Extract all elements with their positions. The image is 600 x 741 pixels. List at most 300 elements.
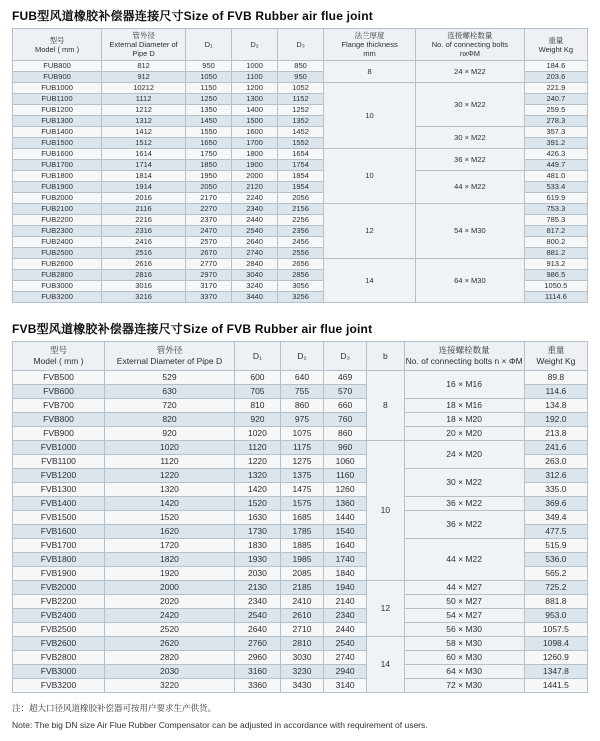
- model-cell: FVB2400: [13, 609, 105, 623]
- connecting-bolts-cell: 44 × M27: [404, 581, 524, 595]
- weight-cell: 725.2: [524, 581, 587, 595]
- flange-thickness-cell: 12: [324, 204, 416, 259]
- model-cell: FUB2600: [13, 259, 102, 270]
- d3-cell: 1654: [278, 149, 324, 160]
- d3-cell: 2356: [278, 226, 324, 237]
- ext-diameter-cell: 812: [102, 61, 186, 72]
- d2-cell: 1575: [280, 497, 323, 511]
- connecting-bolts-cell: 24 × M22: [416, 61, 525, 83]
- weight-cell: 536.0: [524, 553, 587, 567]
- model-cell: FVB600: [13, 385, 105, 399]
- d1-cell: 2540: [234, 609, 280, 623]
- d3-cell: 1440: [324, 511, 367, 525]
- header-row: [13, 29, 588, 61]
- d1-cell: 1220: [234, 455, 280, 469]
- weight-cell: 619.9: [524, 193, 587, 204]
- table-row: [13, 259, 588, 270]
- fub-spec-table: [12, 28, 588, 303]
- ext-diameter-cell: 3216: [102, 292, 186, 303]
- d2-cell: 1075: [280, 427, 323, 441]
- connecting-bolts-cell: 36 × M22: [404, 511, 524, 539]
- ext-diameter-cell: 1720: [105, 539, 235, 553]
- column-header-line: D₁: [252, 350, 262, 361]
- ext-diameter-cell: 2620: [105, 637, 235, 651]
- d2-cell: 1600: [232, 127, 278, 138]
- ext-diameter-cell: 1920: [105, 567, 235, 581]
- d3-cell: 1360: [324, 497, 367, 511]
- weight-cell: 221.9: [524, 83, 587, 94]
- weight-cell: 1098.4: [524, 637, 587, 651]
- column-header: [13, 29, 102, 61]
- d1-cell: 1020: [234, 427, 280, 441]
- model-cell: FUB1600: [13, 149, 102, 160]
- model-cell: FVB2000: [13, 581, 105, 595]
- table-row: [13, 171, 588, 182]
- d3-cell: 2456: [278, 237, 324, 248]
- ext-diameter-cell: 1620: [105, 525, 235, 539]
- flange-thickness-cell: 8: [324, 61, 416, 83]
- d2-cell: 3040: [232, 270, 278, 281]
- column-header-line: 连接螺栓数量: [447, 31, 493, 40]
- table-row: [13, 83, 588, 94]
- model-cell: FUB1200: [13, 105, 102, 116]
- d1-cell: 920: [234, 413, 280, 427]
- d1-cell: 2170: [186, 193, 232, 204]
- d1-cell: 1320: [234, 469, 280, 483]
- table-row: [13, 469, 588, 483]
- d1-cell: 2130: [234, 581, 280, 595]
- weight-cell: 263.0: [524, 455, 587, 469]
- d1-cell: 2960: [234, 651, 280, 665]
- ext-diameter-cell: 1614: [102, 149, 186, 160]
- d2-cell: 1475: [280, 483, 323, 497]
- weight-cell: 1050.5: [524, 281, 587, 292]
- connecting-bolts-cell: 30 × M22: [404, 469, 524, 497]
- model-cell: FVB1400: [13, 497, 105, 511]
- column-header: [278, 29, 324, 61]
- column-header-line: Pipe D: [132, 49, 155, 58]
- d1-cell: 1850: [186, 160, 232, 171]
- d1-cell: 2470: [186, 226, 232, 237]
- column-header-line: 连接螺栓数量: [438, 345, 490, 355]
- d2-cell: 640: [280, 371, 323, 385]
- ext-diameter-cell: 10212: [102, 83, 186, 94]
- weight-cell: 89.8: [524, 371, 587, 385]
- d3-cell: 2156: [278, 204, 324, 215]
- d3-cell: 2256: [278, 215, 324, 226]
- b-thickness-cell: 8: [367, 371, 404, 441]
- d2-cell: 1900: [232, 160, 278, 171]
- d1-cell: 1750: [186, 149, 232, 160]
- table-row: [13, 581, 588, 595]
- d1-cell: 1630: [234, 511, 280, 525]
- d1-cell: 1050: [186, 72, 232, 83]
- d1-cell: 2970: [186, 270, 232, 281]
- ext-diameter-cell: 720: [105, 399, 235, 413]
- model-cell: FUB1500: [13, 138, 102, 149]
- d2-cell: 1400: [232, 105, 278, 116]
- connecting-bolts-cell: 30 × M22: [416, 127, 525, 149]
- model-cell: FUB2300: [13, 226, 102, 237]
- d1-cell: 2340: [234, 595, 280, 609]
- d3-cell: 1754: [278, 160, 324, 171]
- ext-diameter-cell: 920: [105, 427, 235, 441]
- d2-cell: 2840: [232, 259, 278, 270]
- d1-cell: 1420: [234, 483, 280, 497]
- model-cell: FUB1100: [13, 94, 102, 105]
- connecting-bolts-cell: 18 × M16: [404, 399, 524, 413]
- weight-cell: 213.8: [524, 427, 587, 441]
- d2-cell: 1300: [232, 94, 278, 105]
- d3-cell: 1840: [324, 567, 367, 581]
- flange-thickness-cell: 10: [324, 149, 416, 204]
- weight-cell: 913.2: [524, 259, 587, 270]
- column-header-line: Flange thickness: [341, 40, 398, 49]
- table-row: [13, 497, 588, 511]
- b-thickness-cell: 14: [367, 637, 404, 693]
- column-header-line: D₂: [297, 350, 307, 361]
- table-row: [13, 539, 588, 553]
- column-header: [524, 29, 587, 61]
- column-header: [232, 29, 278, 61]
- column-header-line: External Diameter of Pipe D: [116, 356, 223, 366]
- fub-table-title: FUB型风道橡胶补偿器连接尺寸Size of FVB Rubber air flue joint: [12, 9, 373, 23]
- column-header-line: D₃: [296, 40, 305, 49]
- ext-diameter-cell: 1220: [105, 469, 235, 483]
- d3-cell: 1352: [278, 116, 324, 127]
- column-header-line: D₂: [250, 40, 259, 49]
- b-thickness-cell: 10: [367, 441, 404, 581]
- d2-cell: 2185: [280, 581, 323, 595]
- ext-diameter-cell: 1120: [105, 455, 235, 469]
- weight-cell: 278.3: [524, 116, 587, 127]
- d1-cell: 1550: [186, 127, 232, 138]
- ext-diameter-cell: 1112: [102, 94, 186, 105]
- model-cell: FUB3200: [13, 292, 102, 303]
- d1-cell: 1830: [234, 539, 280, 553]
- d1-cell: 2760: [234, 637, 280, 651]
- d2-cell: 2240: [232, 193, 278, 204]
- connecting-bolts-cell: 54 × M27: [404, 609, 524, 623]
- flange-thickness-cell: 10: [324, 83, 416, 149]
- column-header-line: 管外径: [156, 345, 183, 355]
- table-row: [13, 149, 588, 160]
- ext-diameter-cell: 1520: [105, 511, 235, 525]
- d2-cell: 1375: [280, 469, 323, 483]
- column-header: [524, 342, 587, 371]
- connecting-bolts-cell: 64 × M30: [404, 665, 524, 679]
- model-cell: FUB1400: [13, 127, 102, 138]
- d2-cell: 1000: [232, 61, 278, 72]
- d3-cell: 1854: [278, 171, 324, 182]
- weight-cell: 953.0: [524, 609, 587, 623]
- column-header-line: nxΦM: [459, 49, 480, 58]
- d2-cell: 2740: [232, 248, 278, 259]
- model-cell: FVB1800: [13, 553, 105, 567]
- d1-cell: 2670: [186, 248, 232, 259]
- model-cell: FVB1500: [13, 511, 105, 525]
- connecting-bolts-cell: 58 × M30: [404, 637, 524, 651]
- column-header: [280, 342, 323, 371]
- ext-diameter-cell: 3220: [105, 679, 235, 693]
- connecting-bolts-cell: 36 × M22: [416, 149, 525, 171]
- model-cell: FVB1100: [13, 455, 105, 469]
- connecting-bolts-cell: 64 × M30: [416, 259, 525, 303]
- weight-cell: 1114.6: [524, 292, 587, 303]
- d2-cell: 2340: [232, 204, 278, 215]
- d3-cell: 2856: [278, 270, 324, 281]
- column-header-line: 重量: [547, 345, 565, 355]
- model-cell: FUB3000: [13, 281, 102, 292]
- d1-cell: 2050: [186, 182, 232, 193]
- weight-cell: 240.7: [524, 94, 587, 105]
- table-row: [13, 127, 588, 138]
- d2-cell: 975: [280, 413, 323, 427]
- model-cell: FVB2500: [13, 623, 105, 637]
- d2-cell: 1800: [232, 149, 278, 160]
- connecting-bolts-cell: 16 × M16: [404, 371, 524, 399]
- d2-cell: 3430: [280, 679, 323, 693]
- model-cell: FUB1700: [13, 160, 102, 171]
- d3-cell: 2940: [324, 665, 367, 679]
- model-cell: FUB2200: [13, 215, 102, 226]
- connecting-bolts-cell: 44 × M22: [416, 171, 525, 204]
- footnote-chinese: 注：超大口径风道橡胶补偿器可按用户要求生产供货。: [12, 703, 217, 713]
- d2-cell: 2710: [280, 623, 323, 637]
- header-row: [13, 342, 588, 371]
- column-header-line: b: [383, 350, 388, 361]
- d2-cell: 3230: [280, 665, 323, 679]
- table-row: [13, 511, 588, 525]
- ext-diameter-cell: 2616: [102, 259, 186, 270]
- table-row: [13, 413, 588, 427]
- d3-cell: 1060: [324, 455, 367, 469]
- model-cell: FVB3200: [13, 679, 105, 693]
- flange-thickness-cell: 14: [324, 259, 416, 303]
- d3-cell: 950: [278, 72, 324, 83]
- weight-cell: 1057.5: [524, 623, 587, 637]
- d1-cell: 2570: [186, 237, 232, 248]
- connecting-bolts-cell: 54 × M30: [416, 204, 525, 259]
- weight-cell: 481.0: [524, 171, 587, 182]
- d1-cell: 3160: [234, 665, 280, 679]
- model-cell: FUB1900: [13, 182, 102, 193]
- weight-cell: 349.4: [524, 511, 587, 525]
- ext-diameter-cell: 2000: [105, 581, 235, 595]
- d3-cell: 2656: [278, 259, 324, 270]
- model-cell: FVB500: [13, 371, 105, 385]
- d1-cell: 1650: [186, 138, 232, 149]
- weight-cell: 753.3: [524, 204, 587, 215]
- d1-cell: 1930: [234, 553, 280, 567]
- weight-cell: 477.5: [524, 525, 587, 539]
- table-row: [13, 609, 588, 623]
- model-cell: FVB1900: [13, 567, 105, 581]
- model-cell: FUB900: [13, 72, 102, 83]
- table-row: [13, 441, 588, 455]
- d3-cell: 570: [324, 385, 367, 399]
- b-thickness-cell: 12: [367, 581, 404, 637]
- table-row: [13, 204, 588, 215]
- d2-cell: 1275: [280, 455, 323, 469]
- d2-cell: 3030: [280, 651, 323, 665]
- d3-cell: 1260: [324, 483, 367, 497]
- column-header-line: Weight Kg: [538, 44, 574, 54]
- d1-cell: 1730: [234, 525, 280, 539]
- column-header-line: D₃: [340, 350, 350, 361]
- d3-cell: 1052: [278, 83, 324, 94]
- weight-cell: 533.4: [524, 182, 587, 193]
- d2-cell: 1885: [280, 539, 323, 553]
- ext-diameter-cell: 2820: [105, 651, 235, 665]
- table-row: [13, 595, 588, 609]
- connecting-bolts-cell: 50 × M27: [404, 595, 524, 609]
- d1-cell: 1520: [234, 497, 280, 511]
- d1-cell: 705: [234, 385, 280, 399]
- d3-cell: 2440: [324, 623, 367, 637]
- d1-cell: 2770: [186, 259, 232, 270]
- column-header-line: mm: [363, 49, 376, 58]
- ext-diameter-cell: 1814: [102, 171, 186, 182]
- fvb-table-title: FVB型风道橡胶补偿器连接尺寸Size of FVB Rubber air flue joint: [12, 322, 373, 336]
- column-header: [416, 29, 525, 61]
- weight-cell: 881.2: [524, 248, 587, 259]
- table-row: [13, 371, 588, 385]
- connecting-bolts-cell: 60 × M30: [404, 651, 524, 665]
- d3-cell: 960: [324, 441, 367, 455]
- ext-diameter-cell: 2016: [102, 193, 186, 204]
- connecting-bolts-cell: 56 × M30: [404, 623, 524, 637]
- ext-diameter-cell: 1820: [105, 553, 235, 567]
- column-header-line: 型号: [49, 345, 67, 355]
- weight-cell: 335.0: [524, 483, 587, 497]
- weight-cell: 986.5: [524, 270, 587, 281]
- d3-cell: 1640: [324, 539, 367, 553]
- ext-diameter-cell: 2030: [105, 665, 235, 679]
- column-header-line: 法兰厚度: [354, 31, 385, 40]
- d1-cell: 2030: [234, 567, 280, 581]
- d1-cell: 3370: [186, 292, 232, 303]
- d3-cell: 2556: [278, 248, 324, 259]
- d1-cell: 2640: [234, 623, 280, 637]
- ext-diameter-cell: 2020: [105, 595, 235, 609]
- footnote-english: Note: The big DN size Air Flue Rubber Compensator can be adjusted in accordance with requirement of users.: [12, 720, 428, 730]
- weight-cell: 134.8: [524, 399, 587, 413]
- model-cell: FVB1200: [13, 469, 105, 483]
- table-row: [13, 665, 588, 679]
- ext-diameter-cell: 820: [105, 413, 235, 427]
- d2-cell: 1700: [232, 138, 278, 149]
- weight-cell: 203.6: [524, 72, 587, 83]
- ext-diameter-cell: 1412: [102, 127, 186, 138]
- ext-diameter-cell: 1020: [105, 441, 235, 455]
- d3-cell: 1540: [324, 525, 367, 539]
- weight-cell: 515.9: [524, 539, 587, 553]
- ext-diameter-cell: 2316: [102, 226, 186, 237]
- table-row: [13, 651, 588, 665]
- table-row: [13, 623, 588, 637]
- d1-cell: 1450: [186, 116, 232, 127]
- model-cell: FVB900: [13, 427, 105, 441]
- column-header: [324, 29, 416, 61]
- table-row: [13, 637, 588, 651]
- d1-cell: 3170: [186, 281, 232, 292]
- d3-cell: 2140: [324, 595, 367, 609]
- d2-cell: 2410: [280, 595, 323, 609]
- d1-cell: 2270: [186, 204, 232, 215]
- ext-diameter-cell: 912: [102, 72, 186, 83]
- d1-cell: 1250: [186, 94, 232, 105]
- weight-cell: 565.2: [524, 567, 587, 581]
- weight-cell: 1441.5: [524, 679, 587, 693]
- weight-cell: 184.6: [524, 61, 587, 72]
- ext-diameter-cell: 2116: [102, 204, 186, 215]
- connecting-bolts-cell: 44 × M22: [404, 539, 524, 581]
- d1-cell: 950: [186, 61, 232, 72]
- weight-cell: 369.6: [524, 497, 587, 511]
- model-cell: FVB3000: [13, 665, 105, 679]
- d2-cell: 2540: [232, 226, 278, 237]
- d2-cell: 1785: [280, 525, 323, 539]
- weight-cell: 114.6: [524, 385, 587, 399]
- weight-cell: 449.7: [524, 160, 587, 171]
- d3-cell: 760: [324, 413, 367, 427]
- model-cell: FUB1000: [13, 83, 102, 94]
- column-header-line: 管外径: [132, 31, 155, 40]
- ext-diameter-cell: 2420: [105, 609, 235, 623]
- weight-cell: 1260.9: [524, 651, 587, 665]
- ext-diameter-cell: 1212: [102, 105, 186, 116]
- ext-diameter-cell: 1312: [102, 116, 186, 127]
- table-row: [13, 399, 588, 413]
- d2-cell: 1500: [232, 116, 278, 127]
- d3-cell: 1940: [324, 581, 367, 595]
- ext-diameter-cell: 529: [105, 371, 235, 385]
- d1-cell: 1150: [186, 83, 232, 94]
- column-header: [404, 342, 524, 371]
- column-header-line: 型号: [49, 35, 65, 45]
- ext-diameter-cell: 2216: [102, 215, 186, 226]
- column-header: [234, 342, 280, 371]
- weight-cell: 881.8: [524, 595, 587, 609]
- connecting-bolts-cell: 18 × M20: [404, 413, 524, 427]
- ext-diameter-cell: 1420: [105, 497, 235, 511]
- column-header: [186, 29, 232, 61]
- ext-diameter-cell: 2416: [102, 237, 186, 248]
- d3-cell: 3140: [324, 679, 367, 693]
- model-cell: FVB1600: [13, 525, 105, 539]
- d3-cell: 1954: [278, 182, 324, 193]
- model-cell: FUB1800: [13, 171, 102, 182]
- weight-cell: 192.0: [524, 413, 587, 427]
- table-row: [13, 61, 588, 72]
- d3-cell: 1552: [278, 138, 324, 149]
- d2-cell: 1685: [280, 511, 323, 525]
- table-row: [13, 427, 588, 441]
- d2-cell: 1175: [280, 441, 323, 455]
- model-cell: FVB1300: [13, 483, 105, 497]
- d2-cell: 2810: [280, 637, 323, 651]
- fub-table-section: [12, 7, 588, 303]
- d3-cell: 860: [324, 427, 367, 441]
- d2-cell: 2000: [232, 171, 278, 182]
- weight-cell: 817.2: [524, 226, 587, 237]
- d3-cell: 3056: [278, 281, 324, 292]
- column-header-line: D₁: [204, 40, 213, 49]
- weight-cell: 1347.8: [524, 665, 587, 679]
- d2-cell: 755: [280, 385, 323, 399]
- d3-cell: 3256: [278, 292, 324, 303]
